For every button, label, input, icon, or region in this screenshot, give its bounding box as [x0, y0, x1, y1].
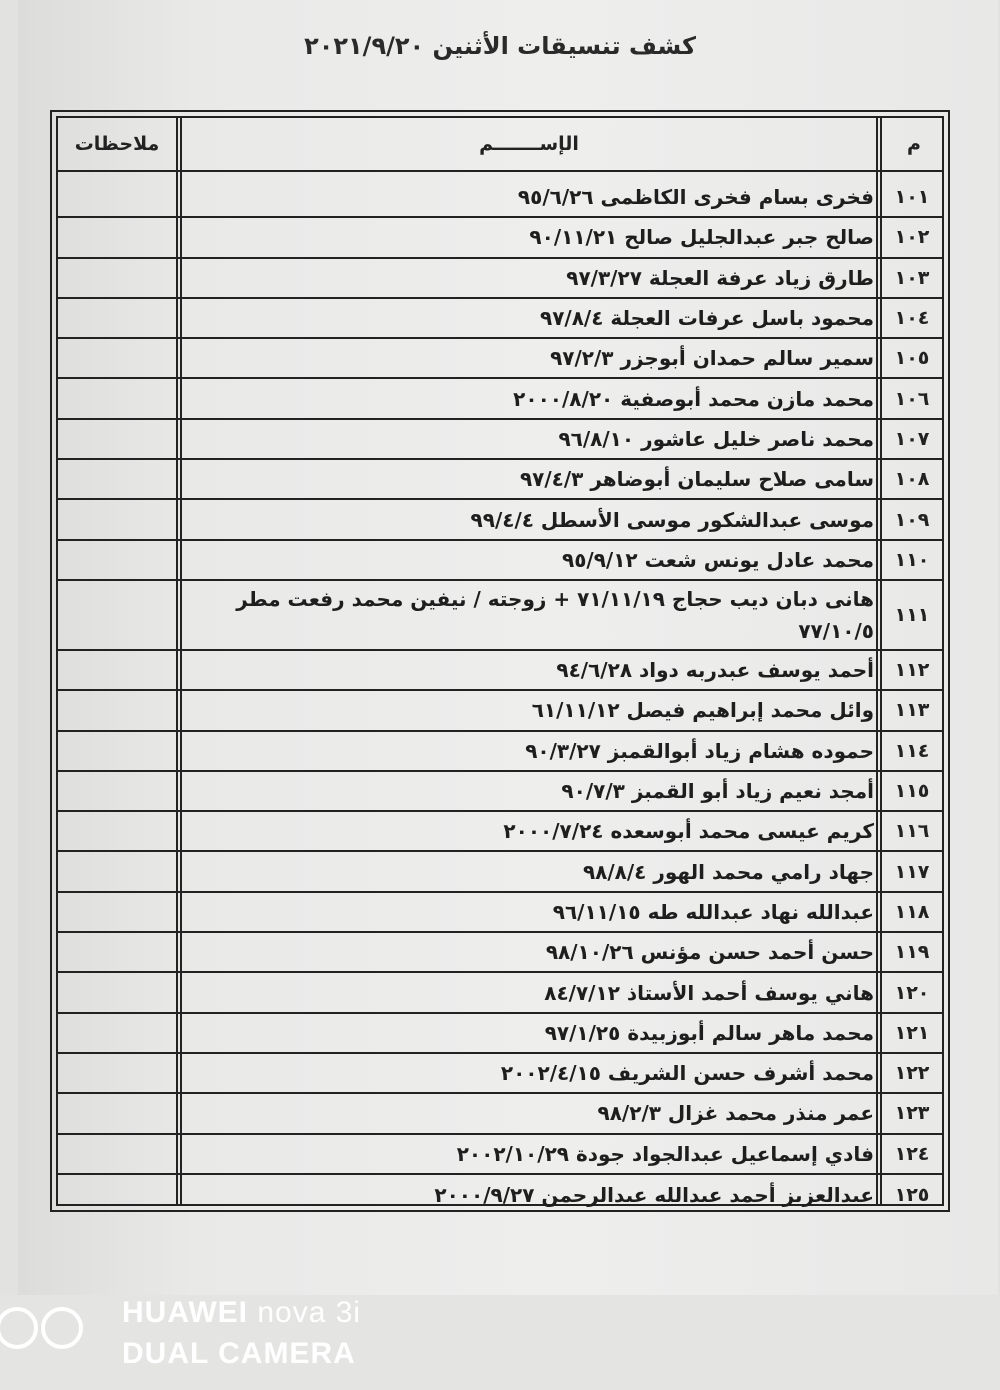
row-name-cell: [182, 1054, 874, 1092]
row-notes: [58, 380, 176, 418]
row-number: ١٠٧: [894, 427, 930, 450]
row-name-cell: [182, 893, 874, 931]
table-row: [58, 933, 942, 973]
table-row: [58, 339, 942, 379]
header-name: الإســـــــم: [479, 133, 579, 155]
row-name-cell: [182, 812, 874, 850]
row-notes: [58, 853, 176, 891]
row-name-cell: [182, 1175, 874, 1215]
table-row: [58, 178, 942, 218]
row-name-cell: [182, 541, 874, 579]
row-name: فادي إسماعيل عبدالجواد جودة ٢٠٠٢/١٠/٢٩: [456, 1141, 874, 1166]
table-row: [58, 259, 942, 299]
row-number: ١٢٢: [894, 1062, 930, 1085]
row-name: محمود باسل عرفات العجلة ٩٧/٨/٤: [539, 306, 874, 331]
row-name-cell: [182, 581, 874, 649]
row-notes: [58, 178, 176, 216]
row-notes: [58, 299, 176, 337]
row-number: ١١٠: [894, 548, 930, 571]
table-row: [58, 460, 942, 500]
row-number: ١١٧: [894, 860, 930, 883]
row-number: ١٢٣: [894, 1102, 930, 1125]
row-number: ١١٥: [894, 780, 930, 803]
row-notes: [58, 420, 176, 458]
table-row: [58, 893, 942, 933]
row-name: هاني يوسف أحمد الأستاذ ٨٤/٧/١٢: [544, 980, 874, 1005]
table-row: [58, 1094, 942, 1134]
row-number: ١٢١: [894, 1021, 930, 1044]
row-notes: [58, 1175, 176, 1215]
header-number: م: [907, 133, 921, 155]
row-name-cell: [182, 853, 874, 891]
row-name-cell: [182, 732, 874, 770]
row-name-cell: [182, 772, 874, 810]
row-name-cell: [182, 420, 874, 458]
row-name-cell: [182, 339, 874, 377]
row-notes: [58, 651, 176, 689]
table-row: [58, 1135, 942, 1175]
row-name-continued: ٧٧/١٠/٥: [798, 619, 874, 643]
row-number: ١١٩: [894, 941, 930, 964]
row-number: ١٠٨: [894, 468, 930, 491]
row-name: طارق زياد عرفة العجلة ٩٧/٣/٢٧: [566, 265, 874, 290]
row-name: وائل محمد إبراهيم فيصل ٦١/١١/١٢: [531, 698, 874, 723]
row-notes: [58, 541, 176, 579]
watermark-model: nova 3i: [257, 1296, 362, 1329]
table-row: [58, 500, 942, 540]
row-notes: [58, 812, 176, 850]
row-name: عبدالله نهاد عبدالله طه ٩٦/١١/١٥: [552, 899, 874, 924]
table-row: [58, 973, 942, 1013]
row-name-cell: [182, 500, 874, 538]
row-name: محمد عادل يونس شعت ٩٥/٩/١٢: [561, 547, 874, 572]
row-number: ١٠٦: [894, 387, 930, 410]
row-notes: [58, 1094, 176, 1132]
row-notes: [58, 460, 176, 498]
row-name-cell: [182, 691, 874, 729]
row-name: محمد أشرف حسن الشريف ٢٠٠٢/٤/١٥: [500, 1061, 874, 1086]
row-name: فخرى بسام فخرى الكاظمى ٩٥/٦/٢٦: [517, 185, 874, 210]
table-row: [58, 420, 942, 460]
row-name: موسى عبدالشكور موسى الأسطل ٩٩/٤/٤: [470, 507, 874, 532]
row-name: حسن أحمد حسن مؤنس ٩٨/١٠/٢٦: [545, 940, 874, 965]
row-notes: [58, 933, 176, 971]
table-row: [58, 732, 942, 772]
row-name-cell: [182, 178, 874, 216]
row-name: عبدالعزيز أحمد عبدالله عبدالرحمن ٢٠٠٠/٩/٢٧: [434, 1183, 874, 1208]
row-notes: [58, 339, 176, 377]
table-row: [58, 691, 942, 731]
row-name: سمير سالم حمدان أبوجزر ٩٧/٢/٣: [550, 346, 874, 371]
row-notes: [58, 893, 176, 931]
row-name-cell: [182, 1135, 874, 1173]
row-number: ١٢٠: [894, 981, 930, 1004]
table-row: [58, 772, 942, 812]
row-notes: [58, 732, 176, 770]
table-row: [58, 380, 942, 420]
watermark-dual-camera: DUAL CAMERA: [122, 1337, 356, 1370]
row-notes: [58, 218, 176, 256]
header-notes: ملاحظات: [74, 133, 160, 155]
page-title: كشف تنسيقات الأثنين ٢٠٢١/٩/٢٠: [304, 32, 696, 60]
row-number: ١١٨: [894, 900, 930, 923]
row-number: ١١٤: [894, 739, 930, 762]
table-header: [58, 118, 942, 172]
row-notes: [58, 1014, 176, 1052]
row-name: أحمد يوسف عبدربه دواد ٩٤/٦/٢٨: [556, 658, 874, 683]
row-notes: [58, 772, 176, 810]
table-grid: [56, 116, 944, 1206]
row-notes: [58, 259, 176, 297]
row-number: ١٠٢: [894, 226, 930, 249]
row-name-cell: [182, 1094, 874, 1132]
row-name: محمد ناصر خليل عاشور ٩٦/٨/١٠: [558, 426, 874, 451]
row-name-cell: [182, 933, 874, 971]
camera-logo-icon: [0, 1303, 92, 1353]
row-notes: [58, 691, 176, 729]
row-name-cell: [182, 299, 874, 337]
row-name: جهاد رامي محمد الهور ٩٨/٨/٤: [582, 859, 874, 884]
table-row: [58, 541, 942, 581]
row-name-cell: [182, 218, 874, 256]
row-number: ١٠٩: [894, 508, 930, 531]
table-row: [58, 1175, 942, 1215]
row-name-cell: [182, 460, 874, 498]
row-name: صالح جبر عبدالجليل صالح ٩٠/١١/٢١: [529, 225, 874, 250]
table-row: [58, 218, 942, 258]
row-notes: [58, 500, 176, 538]
row-name: محمد مازن محمد أبوصفية ٢٠٠٠/٨/٢٠: [513, 386, 874, 411]
table-row: [58, 812, 942, 852]
row-name-cell: [182, 1014, 874, 1052]
row-notes: [58, 581, 176, 649]
row-name-cell: [182, 380, 874, 418]
table-row: [58, 651, 942, 691]
row-name-cell: [182, 259, 874, 297]
roster-table: [50, 110, 950, 1212]
row-number: ١٠٣: [894, 266, 930, 289]
row-name: محمد ماهر سالم أبوزبيدة ٩٧/١/٢٥: [544, 1020, 874, 1045]
row-name: أمجد نعيم زياد أبو القمبز ٩٠/٧/٣: [561, 779, 874, 804]
row-name: هانى دبان ديب حجاج ٧١/١١/١٩ + زوجته / نيفين محمد رفعت مطر: [236, 587, 874, 611]
row-notes: [58, 973, 176, 1011]
table-row: [58, 299, 942, 339]
row-name-cell: [182, 973, 874, 1011]
row-number: ١١٦: [894, 820, 930, 843]
row-name-cell: [182, 651, 874, 689]
row-notes: [58, 1054, 176, 1092]
table-row: [58, 1014, 942, 1054]
row-number: ١٠٥: [894, 347, 930, 370]
row-number: ١١٣: [894, 699, 930, 722]
row-number: ١٢٥: [894, 1184, 930, 1207]
row-name: حموده هشام زياد أبوالقمبز ٩٠/٣/٢٧: [525, 738, 874, 763]
row-number: ١٢٤: [894, 1142, 930, 1165]
watermark-brand-line: [122, 1296, 361, 1330]
table-row: [58, 853, 942, 893]
table-row: [58, 1054, 942, 1094]
row-number: ١١١: [894, 604, 930, 626]
row-number: ١٠٤: [894, 307, 930, 330]
row-notes: [58, 1135, 176, 1173]
row-name: عمر منذر محمد غزال ٩٨/٢/٣: [597, 1101, 874, 1126]
row-name: سامى صلاح سليمان أبوضاهر ٩٧/٤/٣: [519, 467, 874, 492]
row-number: ١١٢: [894, 659, 930, 682]
watermark-brand: HUAWEI: [122, 1296, 248, 1329]
row-number: ١٠١: [894, 186, 930, 209]
row-name: كريم عيسى محمد أبوسعده ٢٠٠٠/٧/٢٤: [503, 819, 874, 844]
table-row: [58, 581, 942, 651]
